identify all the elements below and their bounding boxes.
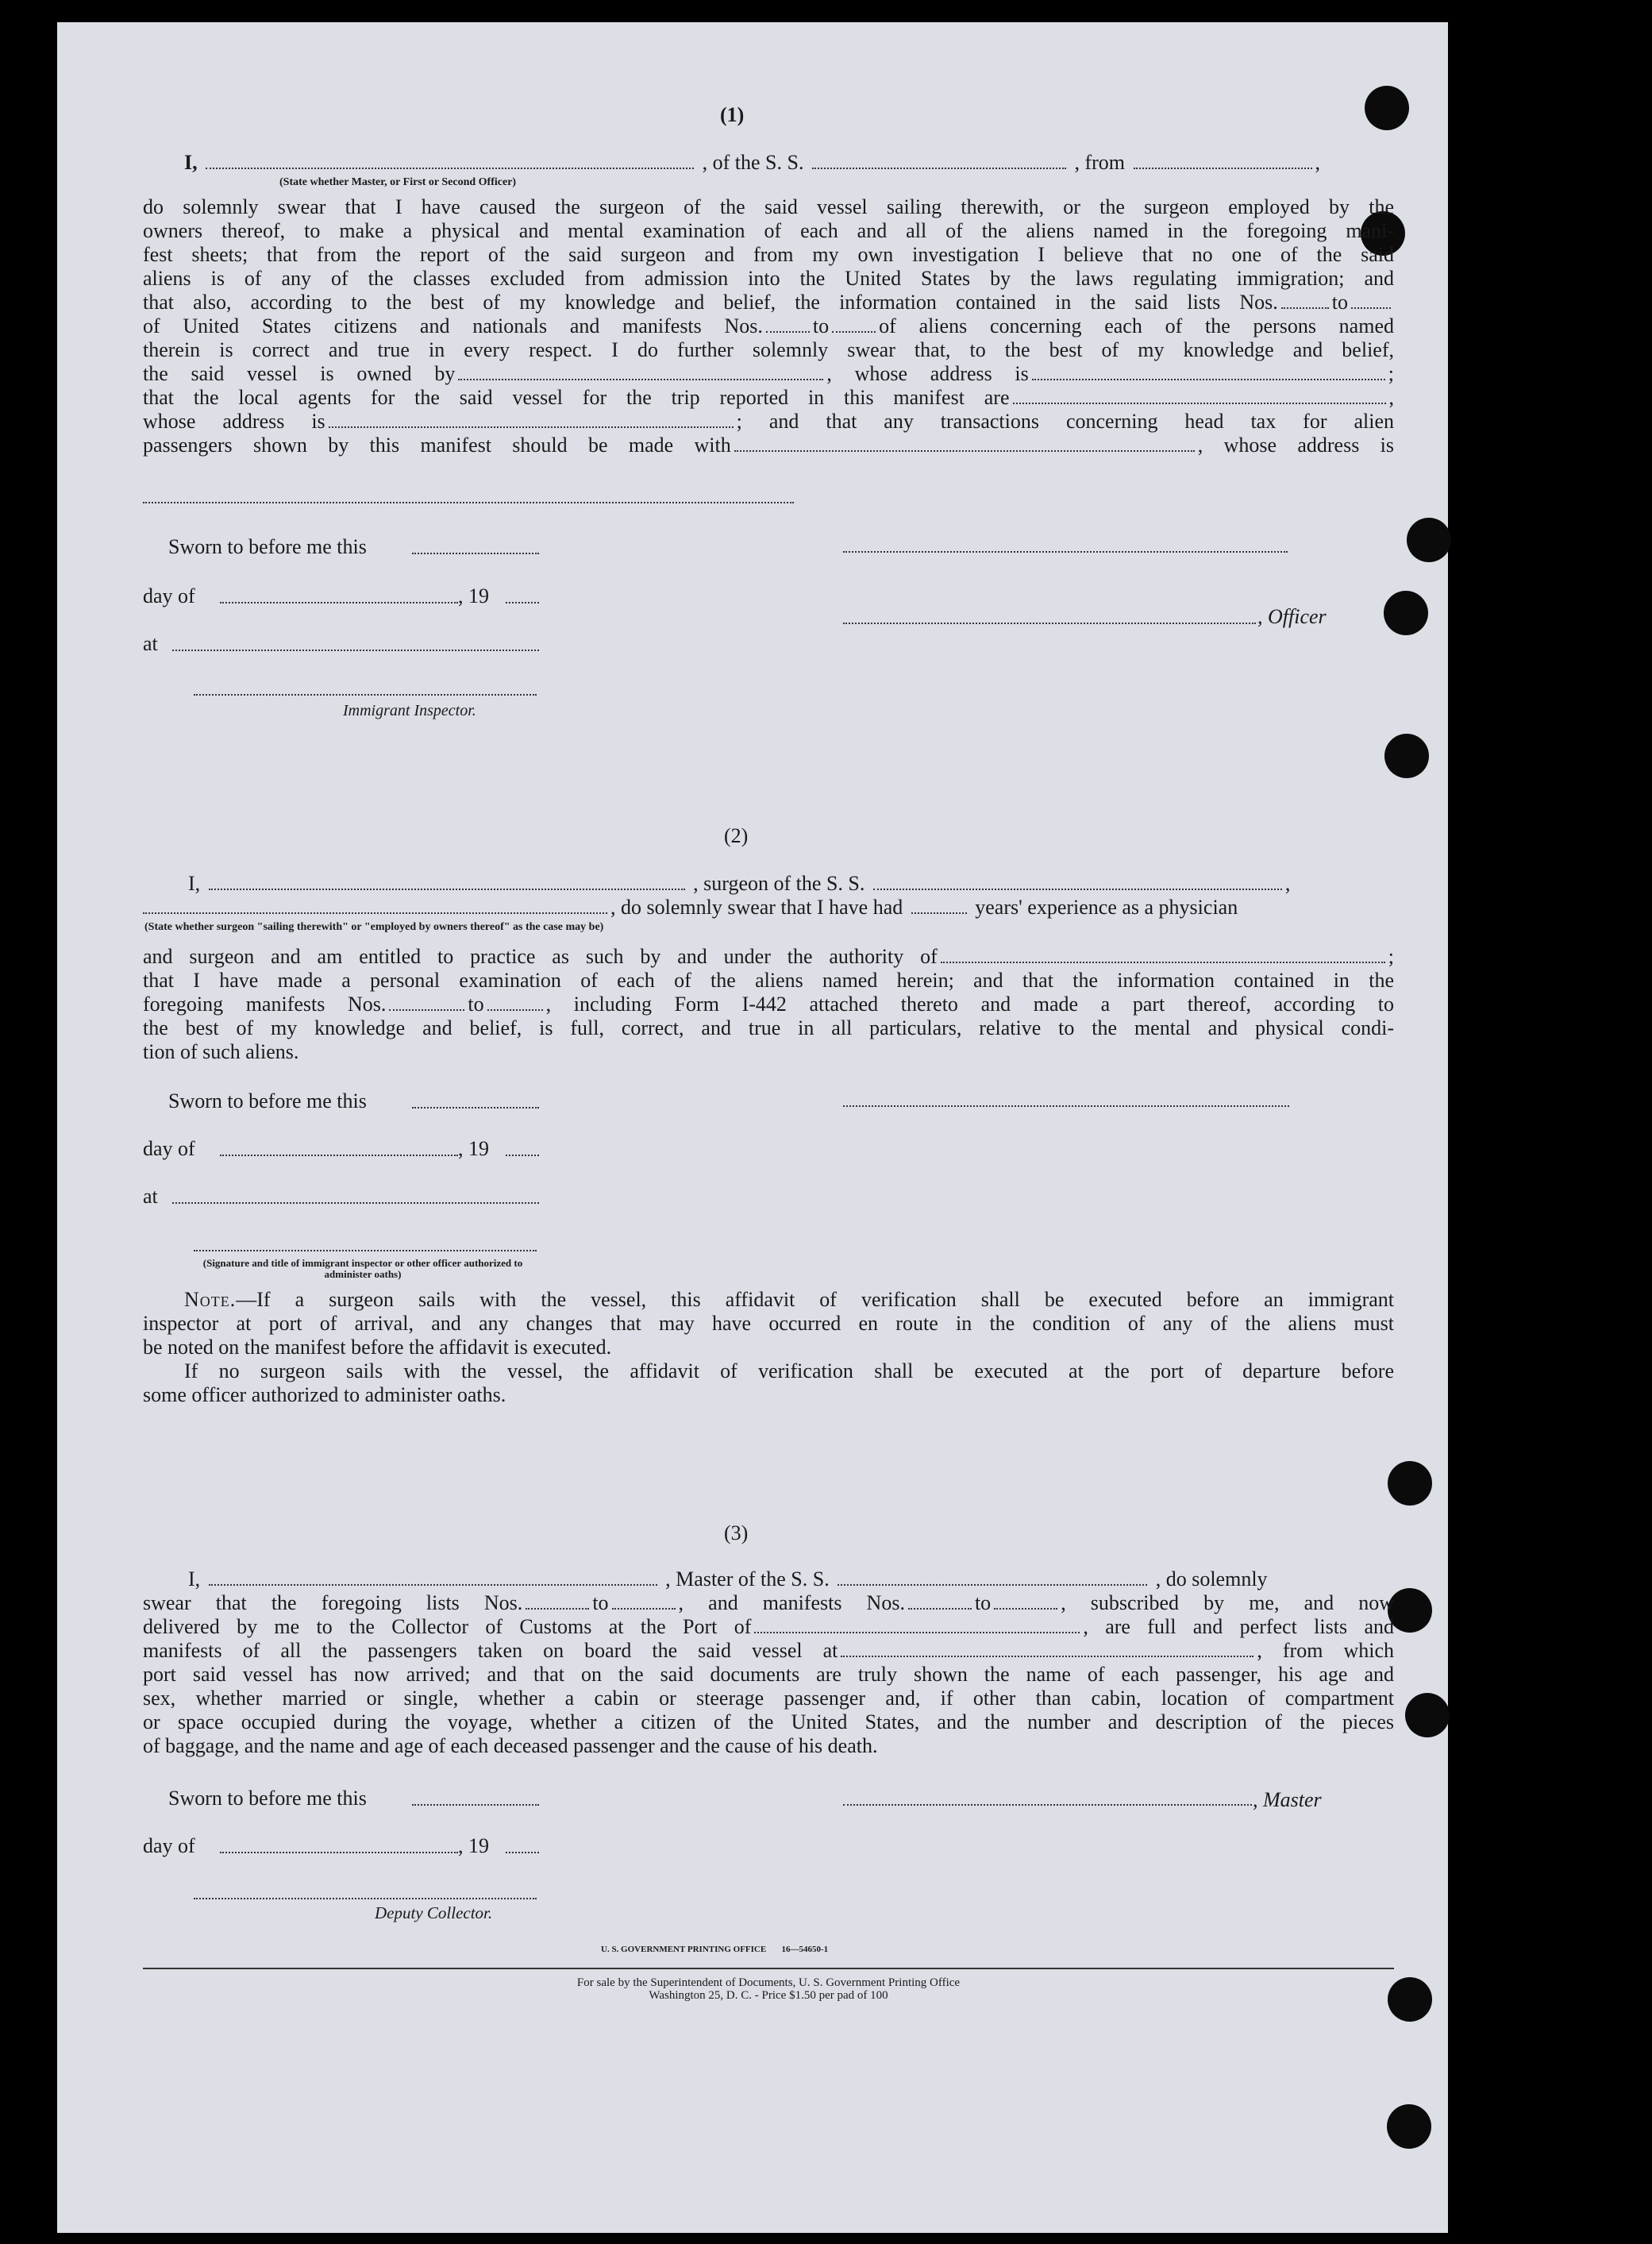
manifests-from-field[interactable] <box>766 328 810 333</box>
text-line: some officer authorized to administer oaths. <box>143 1383 506 1406</box>
text-line <box>143 362 1394 386</box>
text: of United States citizens and nationals and manifests Nos. <box>143 314 763 337</box>
text-line: do solemnly swear that I have caused the surgeon of the said vessel sailing therewith, or the surgeon employed by the <box>143 195 1394 218</box>
text-line <box>143 993 1394 1016</box>
punch-hole <box>1388 1977 1432 2022</box>
from-label: , from <box>1074 151 1126 174</box>
sec2-line-1 <box>188 872 1290 896</box>
text-line: inspector at port of arrival, and any changes that may have occurred en route in the condition of any of the aliens must <box>143 1312 1394 1335</box>
text: to <box>1331 291 1348 314</box>
sec3-manifests-from-field[interactable] <box>908 1605 972 1610</box>
sec2-paragraph <box>143 945 1394 1064</box>
text: the said vessel is owned by <box>143 362 456 385</box>
surgeon-status-field[interactable] <box>143 909 607 914</box>
sec1-officer-field[interactable] <box>843 623 1256 624</box>
sec1-day-field[interactable] <box>220 602 458 603</box>
text: , including Form I-442 attached thereto and made a part thereof, according to <box>545 993 1394 1016</box>
text: and surgeon and am entitled to practice as such by and under the authority of <box>143 945 938 968</box>
text-line <box>143 1639 1394 1663</box>
text-line <box>143 434 1394 457</box>
years-experience-field[interactable] <box>911 909 967 914</box>
text-line: be noted on the manifest before the affidavit is executed. <box>143 1336 612 1359</box>
text: swear that the foregoing lists Nos. <box>143 1591 523 1614</box>
sec3-line-1 <box>188 1567 1268 1591</box>
lists-from-field[interactable] <box>1281 304 1329 309</box>
punch-hole <box>1388 1588 1432 1633</box>
sec1-officer-label: , Officer <box>1257 605 1327 628</box>
punch-hole <box>1405 1693 1450 1737</box>
sec3-paragraph <box>143 1591 1394 1758</box>
text: , whose address is <box>826 362 1029 385</box>
sec3-manifests-to-field[interactable] <box>994 1605 1057 1610</box>
text: foregoing manifests Nos. <box>143 993 387 1016</box>
master-of-label: , Master of the S. S. <box>665 1567 830 1590</box>
text: to <box>468 993 484 1016</box>
text: to <box>812 314 830 337</box>
text-line <box>143 1615 1394 1639</box>
text-line: of baggage, and the name and age of each deceased passenger and the cause of his death. <box>143 1734 878 1757</box>
punch-hole <box>1387 2104 1431 2149</box>
text-line: that I have made a personal examination of each of the aliens named herein; and that the information contained in the <box>143 969 1394 992</box>
text-line <box>143 314 1394 338</box>
sec1-inspector-label: Immigrant Inspector. <box>343 702 476 719</box>
i-label: I, <box>188 1567 201 1590</box>
sec2-manifests-to-field[interactable] <box>487 1006 543 1011</box>
punch-hole <box>1384 734 1429 778</box>
embark-port-field[interactable] <box>841 1652 1253 1657</box>
text: ; <box>1388 362 1394 385</box>
sec1-line-1 <box>184 151 1320 175</box>
from-port-field[interactable] <box>1134 164 1312 169</box>
text-line: fest sheets; that from the report of the said surgeon and from my own investigation I believe that no one of the said <box>143 243 1394 266</box>
section-1-number: (1) <box>720 103 745 126</box>
sec3-deputy-label: Deputy Collector. <box>375 1903 493 1922</box>
text-line <box>143 1288 1394 1312</box>
vessel-name-field[interactable] <box>812 164 1066 169</box>
text: , <box>1388 386 1394 409</box>
solemnly-label: , do solemnly <box>1155 1567 1268 1590</box>
text: that also, according to the best of my knowledge and belief, the information contained in the said lists Nos. <box>143 291 1278 314</box>
text-line: the best of my knowledge and belief, is full, correct, and true in all particulars, relative to the mental and physical condi- <box>143 1016 1394 1039</box>
punch-hole <box>1365 86 1409 130</box>
sec2-sworn-label: Sworn to before me this <box>168 1089 367 1112</box>
text-line: sex, whether married or single, whether a cabin or steerage passenger and, if other than cabin, location of compartment <box>143 1687 1394 1710</box>
sec3-lists-from-field[interactable] <box>526 1605 589 1610</box>
punch-hole <box>1388 1461 1432 1506</box>
sec1-sworn-date-field[interactable] <box>412 553 539 554</box>
sec2-signature-caption: (Signature and title of immigrant inspector or other officer authorized to administer oaths) <box>202 1257 523 1280</box>
sec2-day-of-label: day of <box>143 1137 195 1160</box>
text: to <box>974 1591 992 1614</box>
text: , and manifests Nos. <box>678 1591 905 1614</box>
sec2-year-label: , 19 <box>458 1137 489 1160</box>
text: passengers shown by this manifest should be made with <box>143 434 731 457</box>
owner-address-field[interactable] <box>1032 376 1385 380</box>
sec3-vessel-field[interactable] <box>838 1581 1147 1586</box>
note-label: Note. <box>184 1288 237 1311</box>
text-line <box>143 386 1394 410</box>
sec2-year-field[interactable] <box>506 1155 539 1156</box>
text-line <box>143 410 1394 434</box>
sec1-at-field[interactable] <box>172 650 539 651</box>
sec1-at-label: at <box>143 632 158 655</box>
sec2-note <box>143 1288 1394 1407</box>
text: years' experience as a physician <box>975 896 1238 919</box>
sec3-year-label: , 19 <box>458 1834 489 1857</box>
sec2-sworn-date-field[interactable] <box>412 1107 539 1109</box>
text-line: aliens is of any of the classes excluded from admission into the United States by the laws regulating immigration; and <box>143 267 1394 290</box>
text-line: tion of such aliens. <box>143 1040 299 1063</box>
text-line: therein is correct and true in every respect. I do further solemnly swear that, to the best of my knowledge and belief, <box>143 338 1394 361</box>
text: ; <box>1388 945 1394 968</box>
text: , do solemnly swear that I have had <box>610 896 903 919</box>
sec1-signature-field[interactable] <box>843 551 1288 553</box>
sec2-manifests-from-field[interactable] <box>389 1006 464 1011</box>
sec1-sworn-label: Sworn to before me this <box>168 535 367 558</box>
sec3-year-field[interactable] <box>506 1852 539 1853</box>
text: , are full and perfect lists and <box>1083 1615 1394 1638</box>
agents-address-field[interactable] <box>329 423 734 428</box>
sec3-deputy-signature-field[interactable] <box>194 1898 537 1899</box>
sec2-line-2 <box>143 896 1238 920</box>
section-3-number: (3) <box>724 1521 749 1544</box>
text-line <box>143 291 1394 314</box>
text-line <box>143 945 1394 969</box>
i-label: I, <box>184 151 198 174</box>
surgeon-name-field[interactable] <box>209 885 685 890</box>
sec2-surgeon-caption: (State whether surgeon "sailing therewith" or "employed by owners thereof" as the case may be) <box>144 921 604 933</box>
text-line: port said vessel has now arrived; and that on the said documents are truly shown the name of each passenger, his age and <box>143 1663 1394 1686</box>
sec2-day-field[interactable] <box>220 1155 458 1156</box>
text: , whose address is <box>1197 434 1394 457</box>
punch-hole <box>1407 518 1451 562</box>
sec1-officer-caption: (State whether Master, or First or Second Officer) <box>279 176 517 188</box>
text: delivered by me to the Collector of Customs at the Port of <box>143 1615 752 1638</box>
sec3-sworn-label: Sworn to before me this <box>168 1787 367 1810</box>
text: , subscribed by me, and now <box>1061 1591 1395 1614</box>
sec1-day-of-label: day of <box>143 584 195 607</box>
head-tax-address-field[interactable] <box>143 502 794 503</box>
sec3-master-label: , Master <box>1253 1788 1322 1811</box>
gpo-imprint: U. S. GOVERNMENT PRINTING OFFICE 16—54650-1 <box>601 1945 829 1954</box>
port-field[interactable] <box>754 1629 1080 1633</box>
punch-hole <box>1384 591 1428 635</box>
text-line <box>143 1591 1394 1615</box>
footer-rule <box>143 1968 1394 1969</box>
section-2-number: (2) <box>724 824 749 847</box>
sec3-sworn-date-field[interactable] <box>412 1804 539 1806</box>
comma: , <box>1315 151 1321 174</box>
sec2-at-field[interactable] <box>172 1202 539 1204</box>
agents-field[interactable] <box>1013 399 1386 404</box>
text: , from which <box>1257 1639 1394 1662</box>
sale-notice-line-2: Washington 25, D. C. - Price $1.50 per pad of 100 <box>649 1989 888 2002</box>
sec1-year-field[interactable] <box>506 602 539 603</box>
surgeon-of-label: , surgeon of the S. S. <box>693 872 865 895</box>
sec2-vessel-field[interactable] <box>873 885 1282 890</box>
text: that the local agents for the said vessel for the trip reported in this manifest are <box>143 386 1010 409</box>
owner-field[interactable] <box>458 376 823 380</box>
sec1-year-label: , 19 <box>458 584 489 607</box>
i-label: I, <box>188 872 201 895</box>
sec3-lists-to-field[interactable] <box>612 1605 676 1610</box>
text: manifests of all the passengers taken on board the said vessel at <box>143 1639 838 1662</box>
text-line: owners thereof, to make a physical and mental examination of each and all of the aliens named in the foregoing mani- <box>143 219 1394 242</box>
sec2-at-label: at <box>143 1185 158 1208</box>
sec3-day-field[interactable] <box>220 1852 458 1853</box>
of-ss-label: , of the S. S. <box>702 151 804 174</box>
lists-to-field[interactable] <box>1351 304 1391 309</box>
text-line: or space occupied during the voyage, whether a citizen of the United States, and the number and description of the pieces <box>143 1710 1394 1733</box>
sec3-master-signature-field[interactable] <box>843 1804 1252 1806</box>
manifest-verification-page <box>57 22 1448 2233</box>
text: of aliens concerning each of the persons named <box>879 314 1394 337</box>
officer-name-field[interactable] <box>206 164 694 169</box>
text: ; and that any transactions concerning head tax for alien <box>736 410 1394 433</box>
sec1-paragraph <box>143 195 1394 457</box>
sec3-day-of-label: day of <box>143 1834 195 1857</box>
authority-field[interactable] <box>941 958 1385 963</box>
manifests-to-field[interactable] <box>832 328 876 333</box>
text: to <box>592 1591 609 1614</box>
sec1-inspector-signature-field[interactable] <box>194 694 537 696</box>
comma: , <box>1284 872 1291 895</box>
sec2-inspector-signature-field[interactable] <box>194 1250 537 1251</box>
text: —If a surgeon sails with the vessel, this affidavit of verification shall be executed before an immigrant <box>236 1288 1394 1311</box>
text-line: If no surgeon sails with the vessel, the affidavit of verification shall be executed at the port of departure before <box>184 1359 1394 1382</box>
head-tax-party-field[interactable] <box>734 447 1195 452</box>
master-name-field[interactable] <box>209 1581 657 1586</box>
sec2-signature-field[interactable] <box>843 1105 1289 1107</box>
text: whose address is <box>143 410 325 433</box>
sale-notice-line-1: For sale by the Superintendent of Documents, U. S. Government Printing Office <box>576 1976 961 1989</box>
